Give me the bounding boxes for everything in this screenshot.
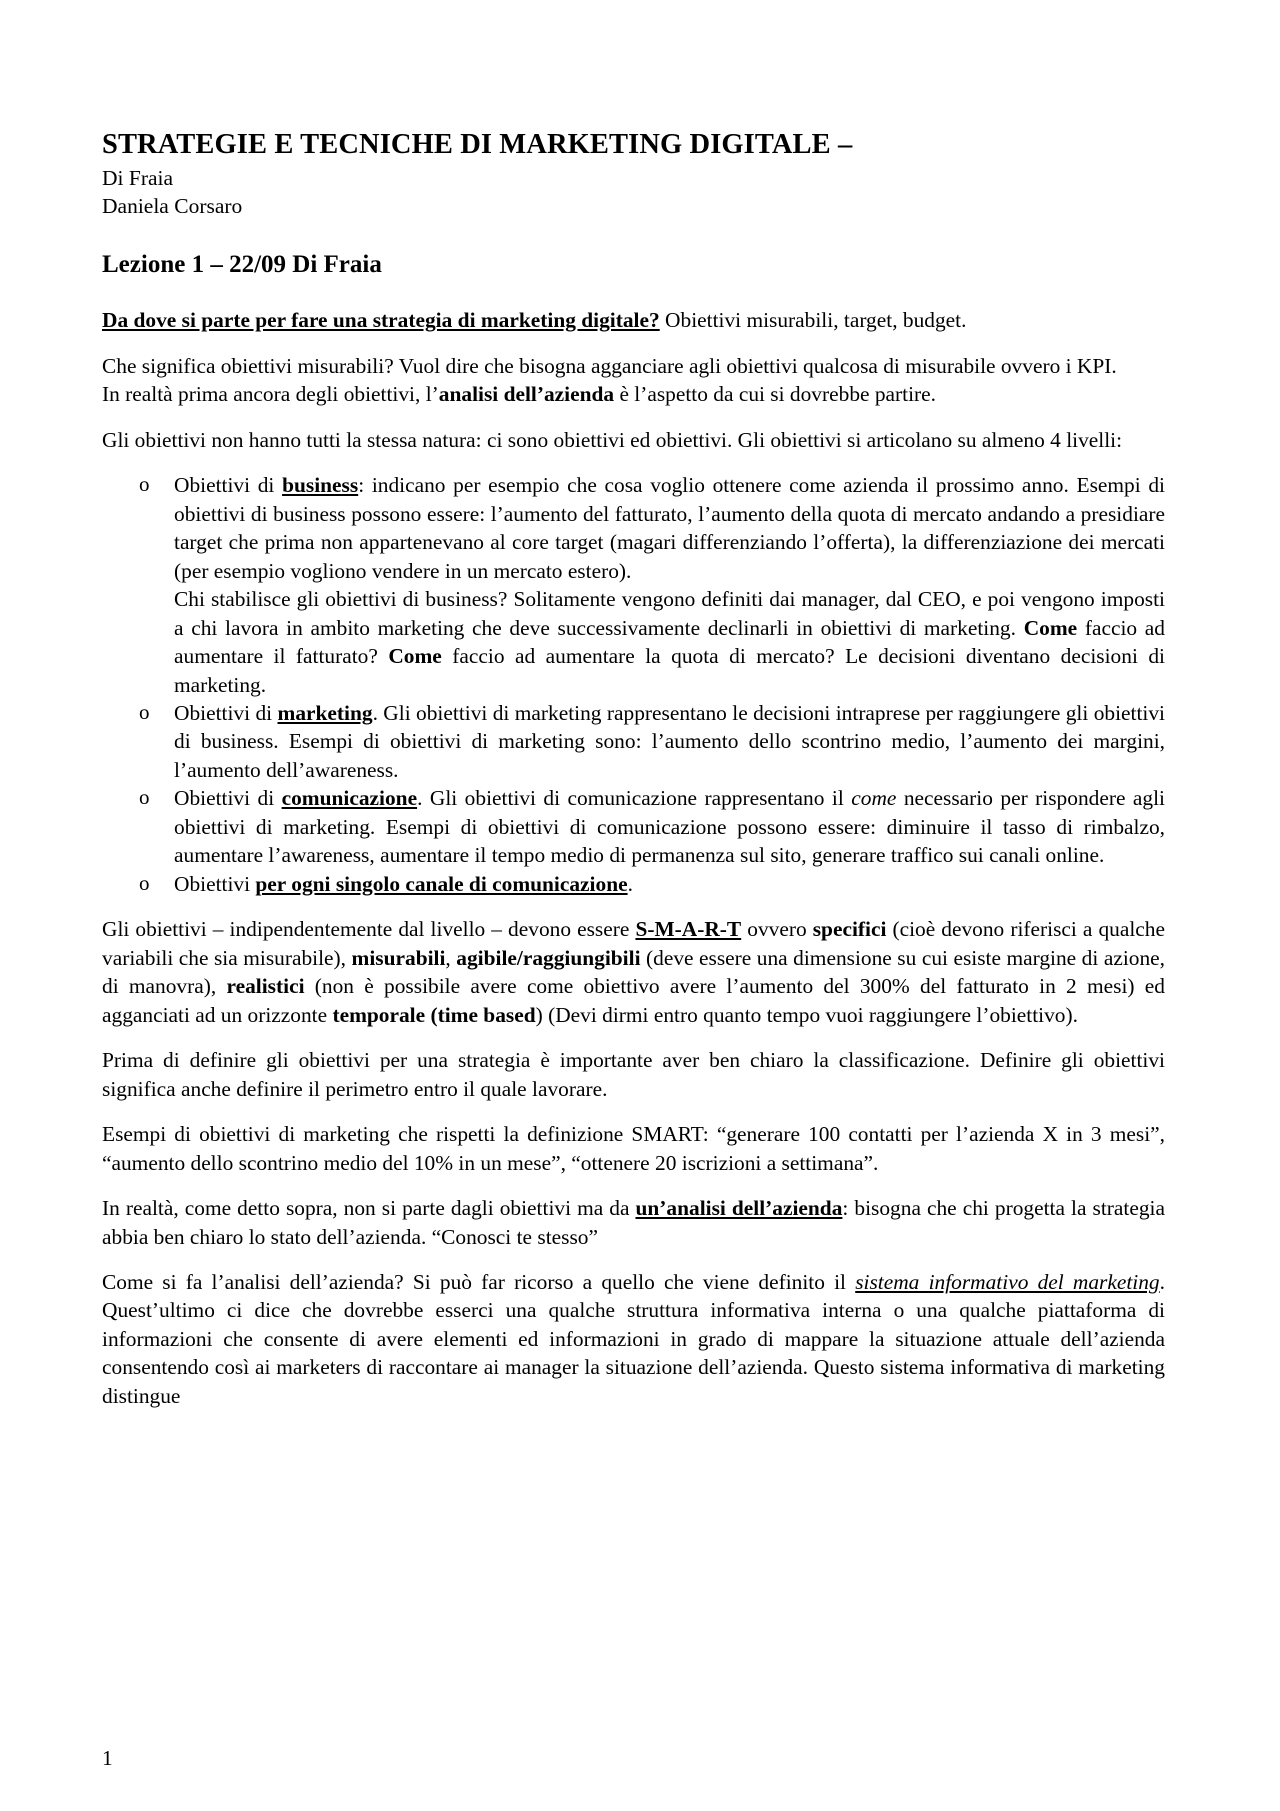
page-number: 1 xyxy=(102,1745,113,1770)
paragraph-smart xyxy=(102,915,1165,1029)
question-heading: Da dove si parte per fare una strategia di marketing digitale? xyxy=(102,308,660,333)
paragraph-esempi-smart: Esempi di obiettivi di marketing che rispetti la definizione SMART: “generare 100 contatti per l’azienda X in 3 mesi”, “aumento dello scontrino medio del 10% in un mese”, “ottenere 20 iscrizioni a settimana”. xyxy=(102,1122,1165,1175)
text-fragment: Obiettivi di xyxy=(174,473,283,498)
keyword-canale-comunicazione: per ogni singolo canale di comunicazione xyxy=(255,871,628,896)
text-fragment: In realtà prima ancora degli obiettivi, l’ xyxy=(102,382,439,407)
question-answer: Obiettivi misurabili, target, budget. xyxy=(659,308,967,333)
text-fragment: Obiettivi di xyxy=(174,786,282,811)
emphasis-temporale: temporale (time based xyxy=(332,1002,536,1027)
text-fragment: . Gli obiettivi di marketing rappresentano le decisioni intraprese per raggiungere gli obiettivi di business. Esempi di obiettivi di marketing sono: l’aumento dello scontrino medio, l’aumento dei margini, l’aumento dell’awareness. xyxy=(174,701,1166,782)
keyword-sistema-informativo: sistema informativo del marketing xyxy=(855,1269,1160,1294)
text-fragment: ) (Devi dirmi entro quanto tempo vuoi raggiungere l’obiettivo). xyxy=(535,1002,1078,1027)
text-fragment: . xyxy=(627,871,633,896)
text-fragment: : indicano per esempio che cosa voglio ottenere come azienda il prossimo anno. Esempi di obiettivi di business possono essere: l’aumento del fatturato, l’aumento della quota di mercato andando a presidiare target che prima non appartenevano al core target (magari differenziando l’offerta), la differenziazione dei mercati (per esempio vogliono vendere in un mercato estero). xyxy=(174,473,1165,583)
text-fragment: Obiettivi xyxy=(174,871,256,896)
text-fragment: è l’aspetto da cui si dovrebbe partire. xyxy=(614,382,937,407)
text-fragment: Obiettivi di xyxy=(174,701,278,725)
list-item-marketing xyxy=(102,699,1165,784)
paragraph-analisi-azienda xyxy=(102,1194,1165,1251)
keyword-business: business xyxy=(282,473,359,498)
text-fragment: . Quest’ultimo ci dice che dovrebbe esserci una qualche struttura informativa interna o una qualche piattaforma di informazioni che consente di avere elementi ed informazioni in grado di mappare la situazione attuale dell’azienda consentendo così ai marketers di raccontare ai manager la situazione dell’azienda. Questo sistema informativa di marketing distingue xyxy=(102,1269,1165,1408)
list-bullet-marker: o xyxy=(139,785,150,810)
keyword-comunicazione: comunicazione xyxy=(281,786,418,811)
text-fragment: (deve essere una dimensione su cui esiste margine di azione, di manovra), xyxy=(102,945,1165,999)
keyword-analisi-azienda: un’analisi dell’azienda xyxy=(635,1196,843,1221)
emphasis-come-1: Come xyxy=(1023,615,1078,640)
paragraph-company-analysis xyxy=(102,380,1165,408)
list-item-business xyxy=(102,471,1165,699)
keyword-marketing: marketing xyxy=(277,701,373,725)
paragraph-classificazione: Prima di definire gli obiettivi per una strategia è importante aver ben chiaro la classificazione. Definire gli obiettivi significa anche definire il perimetro entro il quale lavorare. xyxy=(102,1048,1165,1101)
emphasis-come-italic: come xyxy=(851,786,897,811)
text-fragment: Chi stabilisce gli obiettivi di business? Solitamente vengono definiti dai manager, dal CEO, e poi vengono imposti a chi lavora in ambito marketing che deve successivamente declinarli in obiettivi di marketing. xyxy=(174,587,1165,640)
list-item-comunicazione xyxy=(102,784,1165,869)
list-bullet-marker: o xyxy=(139,700,150,724)
text-fragment: faccio ad aumentare la quota di mercato? Le decisioni diventano decisioni di marketing. xyxy=(174,644,1165,697)
text-fragment: (cioè devono riferisci a qualche variabili che sia misurabile), xyxy=(102,917,1165,970)
list-item-business-sub xyxy=(174,585,1165,699)
paragraph-sistema-informativo xyxy=(102,1268,1165,1410)
text-fragment: In realtà, come detto sopra, non si parte dagli obiettivi ma da xyxy=(102,1196,636,1221)
text-fragment: faccio ad aumentare il fatturato? xyxy=(174,615,1165,669)
text-fragment: , xyxy=(445,945,457,970)
list-item-canale xyxy=(102,870,1165,898)
emphasis-agibile: agibile/raggiungibili xyxy=(456,945,641,970)
list-bullet-marker: o xyxy=(139,870,150,895)
emphasis-realistici: realistici xyxy=(226,974,305,999)
objectives-list xyxy=(102,471,1165,898)
page-title: STRATEGIE E TECNICHE DI MARKETING DIGITALE – xyxy=(102,129,853,160)
emphasis-analisi-azienda: analisi dell’azienda xyxy=(438,382,615,407)
text-fragment: (non è possibile avere come obiettivo avere l’aumento del 300% del fatturato in 2 mesi) ed agganciati ad un orizzonte xyxy=(102,974,1165,1027)
author-line-1: Di Fraia xyxy=(102,165,174,190)
text-fragment: Come si fa l’analisi dell’azienda? Si può far ricorso a quello che viene definito il xyxy=(102,1269,856,1294)
section-heading: Lezione 1 – 22/09 Di Fraia xyxy=(102,251,382,279)
author-line-2: Daniela Corsaro xyxy=(102,194,243,218)
paragraph-measurable: Che significa obiettivi misurabili? Vuol dire che bisogna agganciare agli obiettivi qualcosa di misurabile ovvero i KPI. xyxy=(102,353,1117,378)
text-fragment: necessario per rispondere agli obiettivi di marketing. Esempi di obiettivi di comunicazione possono essere: diminuire il tasso di rimbalzo, aumentare l’awareness, aumentare il tempo medio di permanenza sul sito, generare traffico sui canali online. xyxy=(174,786,1165,868)
emphasis-come-2: Come xyxy=(388,644,442,669)
emphasis-misurabili: misurabili xyxy=(351,945,446,970)
text-fragment: ovvero xyxy=(741,917,813,942)
paragraph-starting-point xyxy=(102,306,1165,334)
keyword-smart: S-M-A-R-T xyxy=(635,917,742,942)
text-fragment: . Gli obiettivi di comunicazione rappresentano il xyxy=(417,786,852,811)
list-bullet-marker: o xyxy=(139,472,150,497)
emphasis-specifici: specifici xyxy=(812,917,887,942)
text-fragment: : bisogna che chi progetta la strategia abbia ben chiaro lo stato dell’azienda. “Conosci te stesso” xyxy=(102,1196,1165,1249)
text-fragment: Gli obiettivi – indipendentemente dal livello – devono essere xyxy=(102,917,636,942)
paragraph-levels-intro: Gli obiettivi non hanno tutti la stessa natura: ci sono obiettivi ed obiettivi. Gli obiettivi si articolano su almeno 4 livelli: xyxy=(102,427,1123,452)
